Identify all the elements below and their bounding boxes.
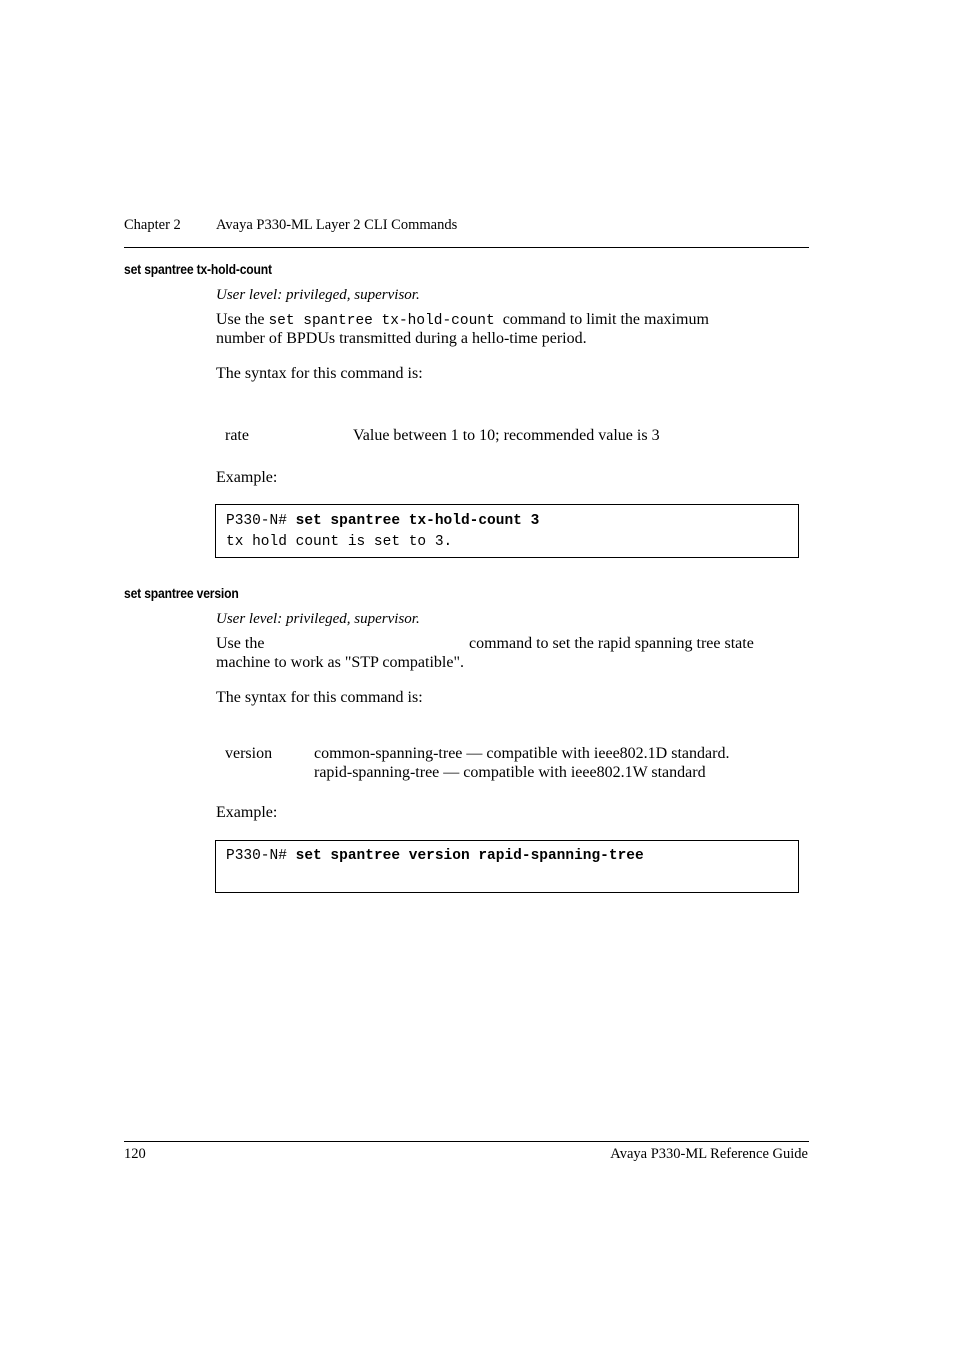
syntax-intro: The syntax for this command is: [216,689,423,706]
footer-guide-title: Avaya P330-ML Reference Guide [610,1146,808,1162]
section-heading-version: set spantree version [124,586,239,601]
description-suffix: command to set the rapid spanning tree state [469,635,754,652]
description-line-1 [216,310,709,331]
user-level-text: User level: privileged, supervisor. [216,287,420,303]
code-line-command [226,512,539,530]
param-desc-version-line-1: common-spanning-tree — compatible with ieee802.1D standard. [314,745,730,762]
header-rule [124,247,809,248]
param-desc-version-line-2: rapid-spanning-tree — compatible with ieee802.1W standard [314,764,706,781]
code-line-output: tx hold count is set to 3. [226,534,453,550]
footer-rule [124,1141,809,1142]
code-prompt: P330-N# [226,848,287,864]
param-name-version: version [225,745,273,762]
description-line-2: machine to work as "STP compatible". [216,654,464,671]
syntax-intro: The syntax for this command is: [216,365,423,382]
description-prefix: Use the [216,635,265,652]
code-example-box [215,840,799,893]
inline-command: set spantree tx-hold-count [268,313,495,329]
user-level-text: User level: privileged, supervisor. [216,611,420,627]
page-number: 120 [124,1146,146,1162]
description-line-2: number of BPDUs transmitted during a hello-time period. [216,330,587,347]
description-prefix: Use the [216,311,265,328]
description-suffix: command to limit the maximum [502,311,709,328]
example-label: Example: [216,804,278,821]
example-label: Example: [216,469,278,486]
param-name-rate: rate [225,427,249,444]
code-prompt: P330-N# [226,513,287,529]
code-line-command [226,847,644,865]
code-example-box [215,504,799,558]
header-title: Avaya P330-ML Layer 2 CLI Commands [216,217,458,233]
section-heading-tx-hold-count: set spantree tx-hold-count [124,262,272,277]
code-command: set spantree tx-hold-count 3 [295,513,540,529]
header-chapter: Chapter 2 [124,217,181,233]
code-command: set spantree version rapid-spanning-tree [295,848,644,864]
param-desc-rate: Value between 1 to 10; recommended value is 3 [353,427,660,444]
